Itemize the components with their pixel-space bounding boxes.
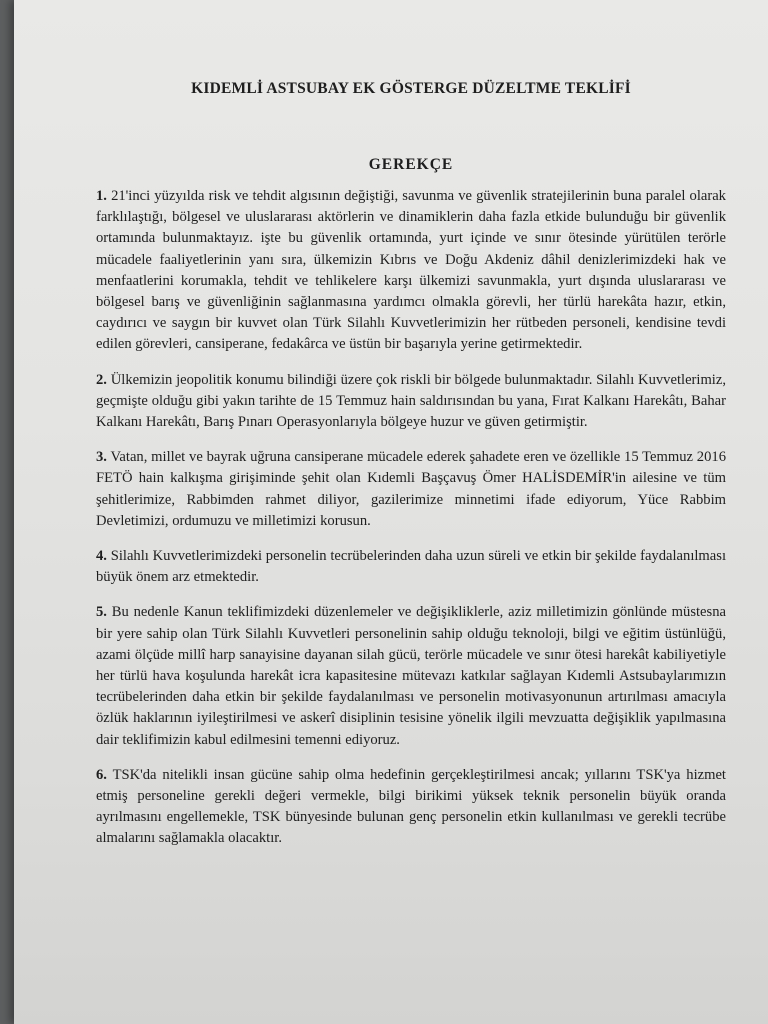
- document-body: [96, 80, 726, 864]
- document-subtitle: GEREKÇE: [368, 156, 454, 173]
- paragraph-text: Ülkemizin jeopolitik konumu bilindiği üzere çok riskli bir bölgede bulunmaktadır. Silahlı Kuvvetlerimiz, geçmişte olduğu gibi yakın tarihte de 15 Temmuz hain saldırısından bu yana, Fırat Kalkanı Harekâtı, Bahar Kalkanı Harekâtı, Barış Pınarı Operasyonlarıyla bölgeye huzur ve güven getirmiştir.: [96, 371, 726, 431]
- paragraph-3: [96, 447, 726, 532]
- paragraph-text: Silahlı Kuvvetlerimizdeki personelin tecrübelerinden daha uzun süreli ve etkin bir şekilde faydalanılması büyük önem arz etmektedir.: [96, 548, 726, 586]
- paragraph-5: [96, 602, 726, 750]
- paper-sheet: [14, 0, 768, 1024]
- paragraph-2: [96, 370, 726, 434]
- document-title: KIDEMLİ ASTSUBAY EK GÖSTERGE DÜZELTME TEKLİFİ: [191, 80, 631, 97]
- paragraph-6: [96, 765, 726, 850]
- paragraph-text: TSK'da nitelikli insan gücüne sahip olma hedefinin gerçekleştirilmesi ancak; yıllarını TSK'ya hizmet etmiş personeline gerekli değeri vermekle, bilgi birikimi yüksek teknik personelin büyük oranda ayrılmasını engellemekle, TSK bünyesinde bulunan genç personelin etkin kullanılması ve gerekli tecrübe almalarını sağlamakla olacaktır.: [96, 766, 726, 847]
- paragraph-text: Bu nedenle Kanun teklifimizdeki düzenlemeler ve değişikliklerle, aziz milletimizin gönlünde müstesna bir yere sahip olan Türk Silahlı Kuvvetleri personelinin sahip olduğu teknoloji, bilgi ve eğitim üstünlüğü, azami ölçüde millî harp sanayisine dayanan silah gücü, terörle mücadele ve sınır ötesi harekât kabiliyetiyle her türlü hava koşulunda harekât icra kapasitesine mütevazı katkılar sağlayan Kıdemli Astsubaylarımızın tecrübelerinden daha etkin bir şekilde faydalanılması ve personelin motivasyonunun artırılması amacıyla özlük haklarının iyileştirilmesi ve askerî disiplinin tesisine yönelik ilgili mevzuatta değişiklik yapılmasına dair teklifimizin kabul edilmesini temenni ediyoruz.: [96, 604, 726, 748]
- paragraph-text: 21'inci yüzyılda risk ve tehdit algısının değiştiği, savunma ve güvenlik stratejilerinin buna paralel olarak farklılaştığı, bölgesel ve uluslararası aktörlerin ve dinamiklerin daha fazla etkide bulunduğu bir güvenlik ortamında bulunmaktayız. işte bu güvenlik ortamında, yurt içinde ve sınır ötesinde yürütülen terörle mücadele faaliyetlerinin yanı sıra, ülkemizin Kıbrıs ve Doğu Akdeniz dâhil denizlerimizdeki hak ve menfaatlerini korumakla, tehdit ve tehlikelere karşı ülkemizi savunmakla, yurt dışında uluslararası ve bölgesel barış ve güvenliğinin sağlanmasına yardımcı olmakla görevli, her türlü harekâta hazır, etkin, caydırıcı ve saygın bir kuvvet olan Türk Silahlı Kuvvetlerimizin her rütbeden personeli, kendisine tevdi edilen görevleri, cansiperane, fedakârca ve üstün bir başarıyla yerine getirmektedir.: [96, 188, 726, 353]
- paragraph-number: 6.: [96, 766, 107, 783]
- paragraph-1: [96, 186, 726, 356]
- paragraph-number: 3.: [96, 449, 107, 466]
- paragraph-number: 4.: [96, 548, 107, 565]
- paragraph-number: 1.: [96, 188, 107, 204]
- paragraph-4: [96, 546, 726, 588]
- paragraph-number: 5.: [96, 604, 107, 621]
- paragraph-text: Vatan, millet ve bayrak uğruna cansiperane mücadele ederek şahadete eren ve özellikle 15 Temmuz 2016 FETÖ hain kalkışma girişiminde şehit olan Kıdemli Başçavuş Ömer HALİSDEMİR'in ailesine ve tüm şehitlerimize, Rabbimden rahmet diliyor, gazilerimize minnetimi ifade ediyorum, Yüce Rabbim Devletimizi, ordumuzu ve milletimizi korusun.: [96, 449, 726, 529]
- paragraph-number: 2.: [96, 371, 107, 388]
